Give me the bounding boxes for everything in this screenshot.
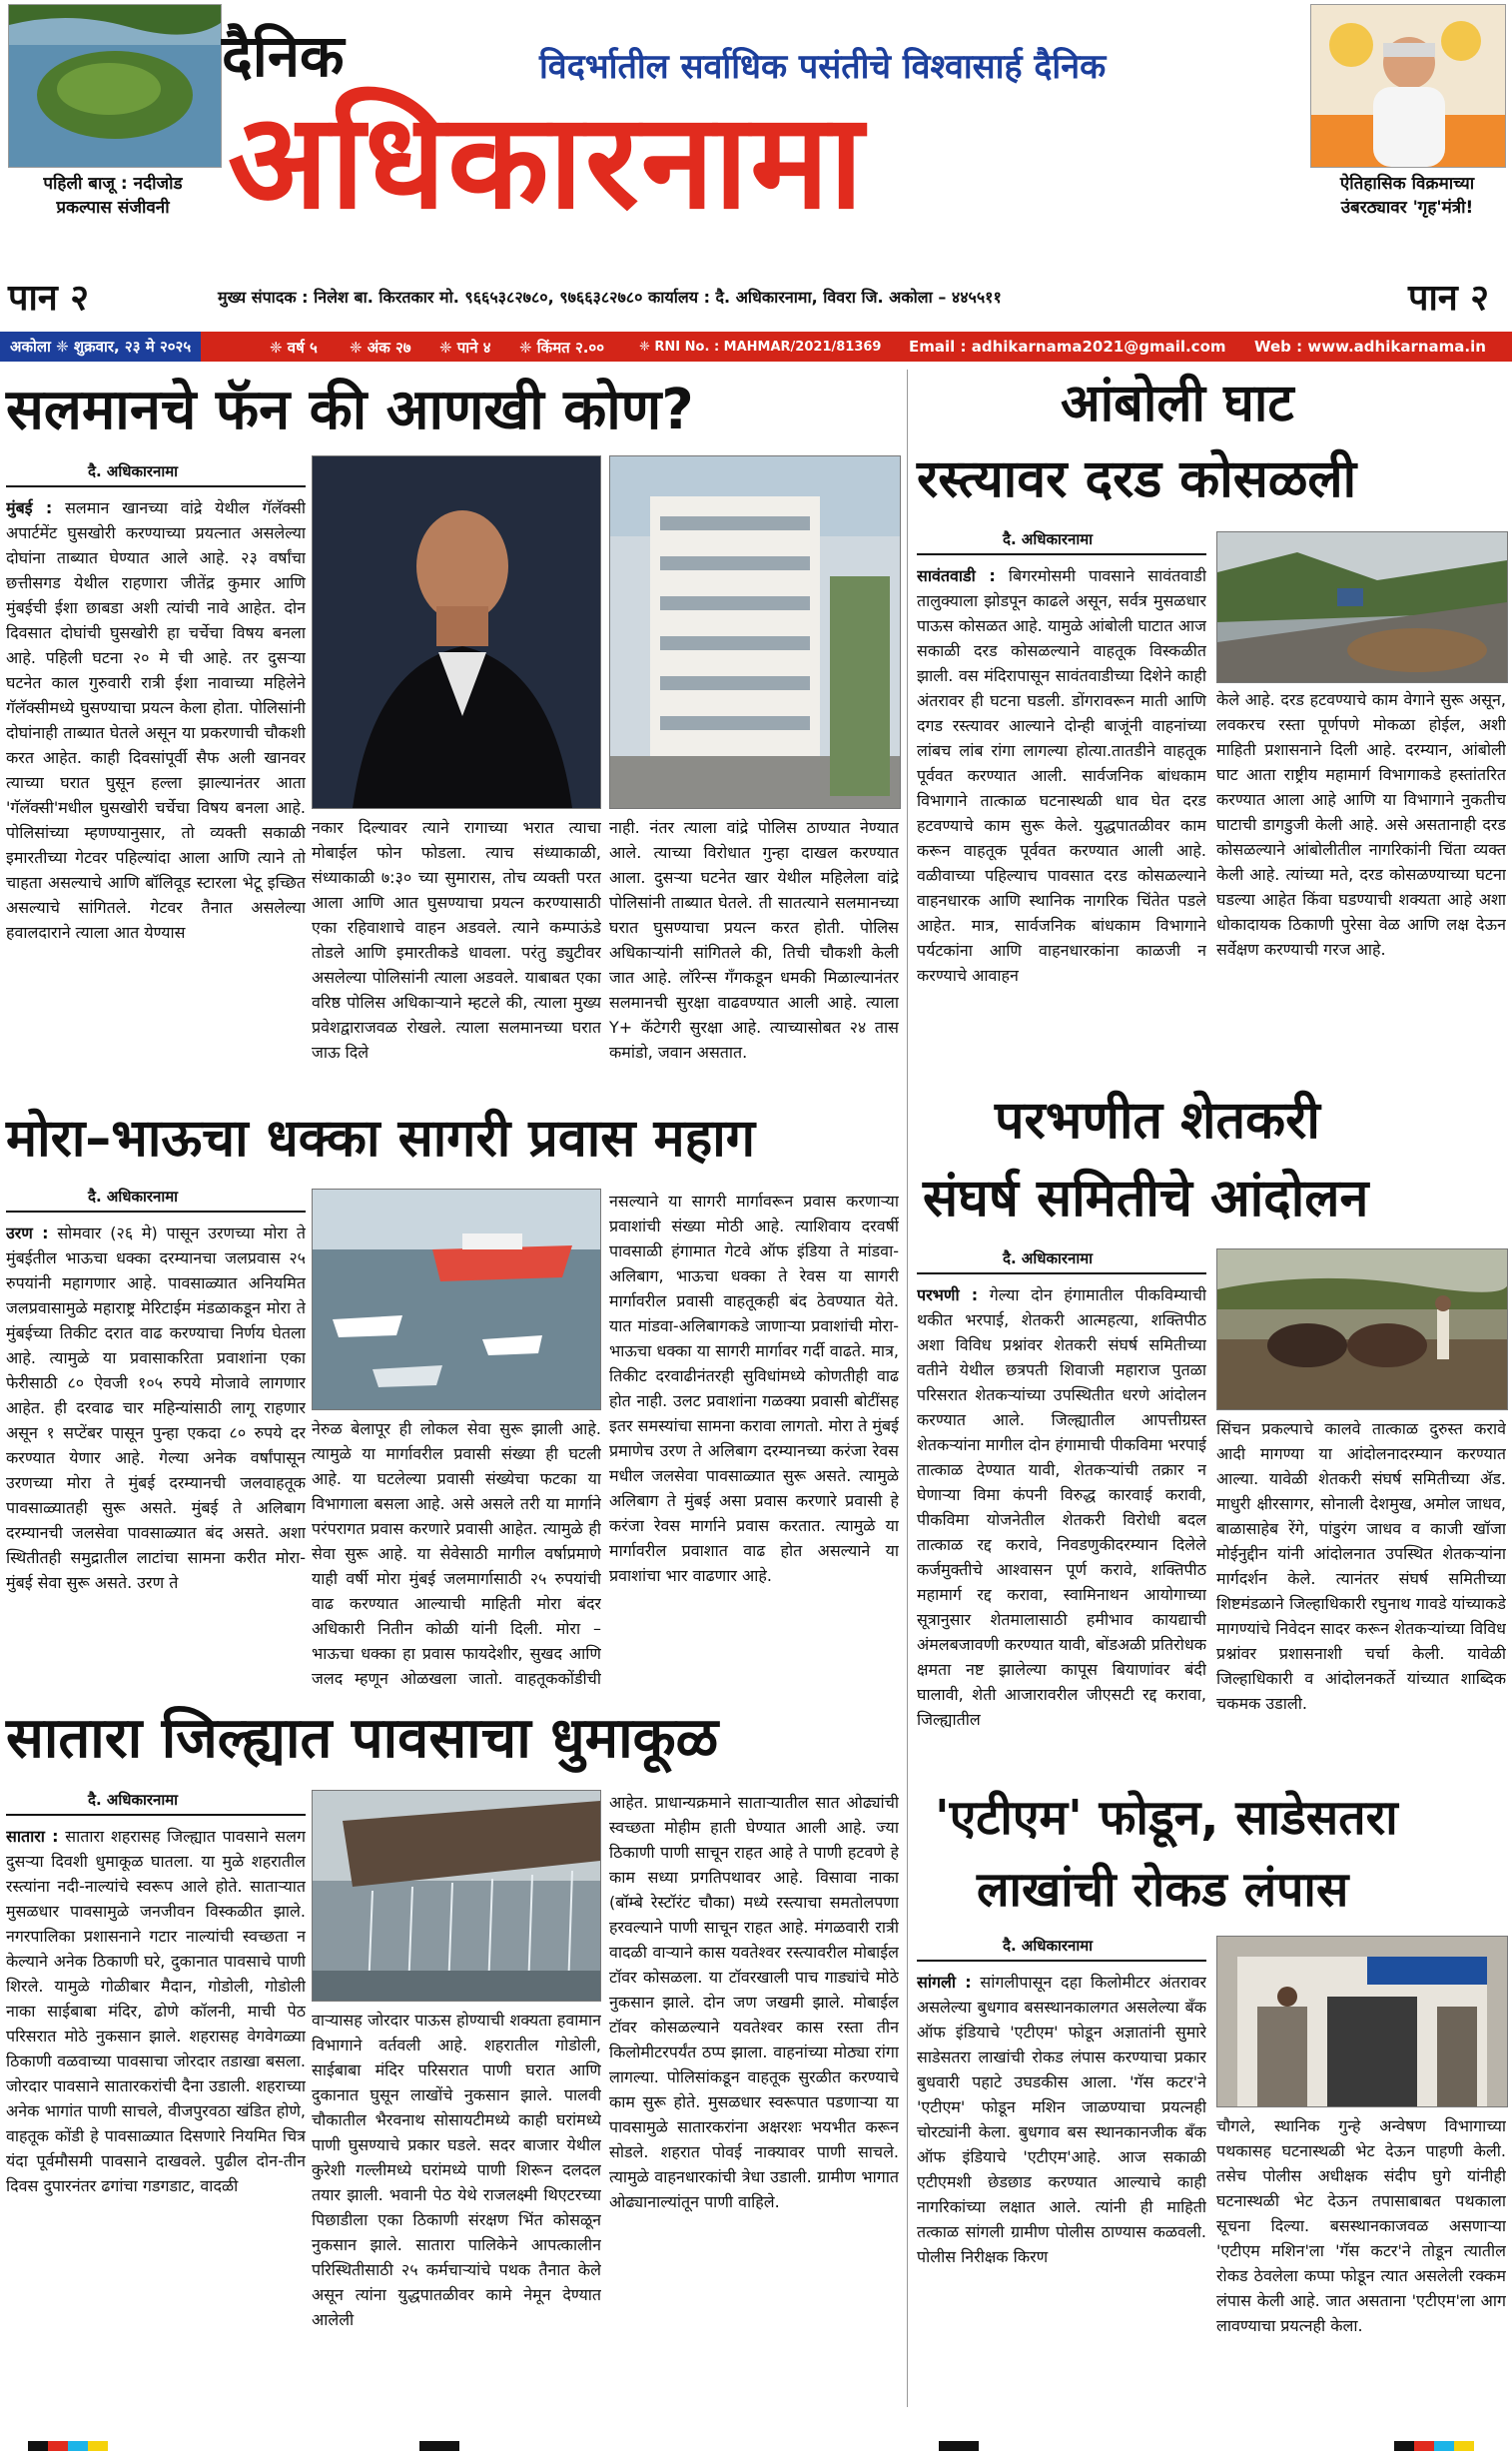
column-divider — [907, 370, 908, 2407]
article-column-1: उरण : सोमवार (२६ मे) पासून उरणच्या मोरा ते मुंबईतील भाऊचा धक्का दरम्यानचा जलप्रवास २५ रुपयांनी महागणार आहे. पावसाळ्यात अनियमित जलप्रवासामुळे महाराष्ट्र मेरिटाईम मंडळाकडून मोरा ते मुंबईच्या तिकीट दरात वाढ करण्याचा निर्णय घेतला आहे. त्यामुळे या प्रवासाकरिता प्रवाशांना एका फेरीसाठी ८० ऐवजी १०५ रुपये मोजावे लागणार आहेत. ही दरवाढ चार महिन्यांसाठी लागू राहणार असून १ सप्टेंबर पासून पुन्हा एकदा ८० रुपये दर करण्यात येणार आहे. गेल्या अनेक वर्षांपासून उरणच्या मोरा ते मुंबई दरम्यानची जलवाहतूक पावसाळ्यातही सुरू असते. मुंबई ते अलिबाग दरम्यानची जलसेवा पावसाळ्यात बंद असते. अशा स्थितीतही समुद्रातील लाटांचा सामना करीत मोरा-मुंबई सेवा सुरू असते. उरण ते — [6, 1224, 306, 1592]
landslide-photo[interactable] — [1216, 531, 1508, 683]
article-column-1: मुंबई : सलमान खानच्या वांद्रे येथील गॅलॅक्सी अपार्टमेंट घुसखोरी करण्याच्या प्रयत्नात असलेल्या दोघांना ताब्यात घेण्यात आले आहे. २३ वर्षांचा छत्तीसगड येथील राहणारा जीतेंद्र कुमार आणि मुंबईची ईशा छाबडा अशी त्यांची नावे आहेत. दोन दिवसात दोघांची घुसखोरी हा चर्चेचा विषय बनला आहे. पहिली घटना २० मे ची आहे. तर दुसऱ्या घटनेत काल गुरुवारी रात्री ईशा नावाच्या महिलेने गॅलॅक्सीमध्ये घुसण्याचा प्रयत्न केला होता. पोलिसांनी दोघांनाही ताब्यात घेतले असून या प्रकरणाची चौकशी करत आहेत. काही दिवसांपूर्वी सैफ अली खानवर त्याच्या घरात घुसून हल्ला झाल्यानंतर आता 'गॅलॅक्सी'मधील घुसखोरी चर्चेचा विषय बनला आहे. पोलिसांच्या म्हणण्यानुसार, तो व्यक्ती सकाळी इमारतीच्या गेटवर पहिल्यांदा आला आणि त्याने तो चाहता असल्याचे आणि बॉलिवूड स्टारला भेटू इच्छित असल्याचे सांगितले. गेटवर तैनात असलेल्या हवालदाराने त्याला आत येण्यास — [6, 498, 306, 942]
article-column-3: आहेत. प्राधान्यक्रमाने साताऱ्यातील सात ओढ्यांची स्वच्छता मोहीम हाती घेण्यात आली आहे. ज्या ठिकाणी पाणी साचून राहत आहे ते पाणी हटवणे हे काम सध्या प्रगतिपथावर आहे. विसावा नाका (बॉम्बे रेस्टॉरंट चौका) मध्ये रस्त्याचा समतोलपणा हरवल्याने पाणी साचून राहत आहे. मंगळवारी रात्री वादळी वाऱ्याने कास यवतेश्वर रस्त्यावरील मोबाईल टॉवर कोसळला. या टॉवरखाली पाच गाड्यांचे मोठे नुकसान झाले. दोन जण जखमी झाले. मोबाईल टॉवर कोसळल्याने यवतेश्वर कास रस्ता तीन किलोमीटरपर्यंत ठप्प झाला. वाहनांच्या मोठ्या रांगा लागल्या. पोलिसांकडून वाहतूक सुरळीत करण्याचे काम सुरू होते. मुसळधार स्वरूपात पडणाऱ्या या पावसामुळे सातारकरांना अक्षरशः भयभीत करून सोडले. शहरात पोवई नाक्यावर पाणी साचले. त्यामुळे वाहनधारकांची त्रेधा उडाली. ग्रामीण भागात ओढ्यानाल्यांतून पाणी वाहिले. — [609, 1793, 899, 2211]
issue-pages: ❈ पाने ४ — [439, 339, 491, 357]
page-number-right: पान २ — [1408, 278, 1490, 319]
article-column-1: सातारा : सातारा शहरासह जिल्ह्यात पावसाने सलग दुसऱ्या दिवशी धुमाकूळ घातला. या मुळे शहरातील रस्त्यांना नदी-नाल्यांचे स्वरूप आले होते. सातार्‍यात मुसळधार पावसामुळे जनजीवन विस्कळीत झाले. नगरपालिका प्रशासनाने गटार नाल्यांची स्वच्छता न केल्याने अनेक ठिकाणी घरे, दुकानात पावसाचे पाणी शिरले. यामुळे गोळीबार मैदान, गोडोली, गोडोली नाका साईबाबा मंदिर, ढोणे कॉलनी, माची पेठ परिसरात मोठे नुकसान झाले. शहरासह वेगवेगळ्या ठिकाणी वळवाच्या पावसाचा जोरदार तडाखा बसला. जोरदार पावसाने सातारकरांची दैना उडाली. शहराच्या अनेक भागांत पाणी साचले, वीजपुरवठा खंडित होणे, वाहतूक कोंडी हे पावसाळ्यात दिसणारे नियमित चित्र यंदा पूर्वमौसमी पावसाने दाखवले. पुढील दोन-तीन दिवस दुपारनंतर ढगांचा गडगडाट, वादळी — [6, 1827, 306, 2195]
brand-title: अधिकारनामा — [228, 84, 866, 239]
byline: दै. अधिकारनामा — [88, 1188, 179, 1206]
right-thumbnail-caption[interactable]: ऐतिहासिक विक्रमाच्या उंबरठ्यावर 'गृह'मंत्री! — [1339, 174, 1475, 218]
rain-photo[interactable] — [312, 1790, 601, 2002]
issue-year: ❈ वर्ष ५ — [270, 339, 318, 357]
byline-rule — [917, 553, 1206, 555]
salman-photo[interactable] — [312, 455, 601, 809]
left-thumbnail[interactable] — [8, 4, 222, 168]
article-column-1: परभणी : गेल्या दोन हंगामातील पीकविम्याची थकीत भरपाई, शेतकरी आत्महत्या, शक्तिपीठ अशा विविध प्रश्नांवर शेतकरी संघर्ष समितीच्या वतीने येथील छत्रपती शिवाजी महाराज पुतळा परिसरात शेतकऱ्यांच्या उपस्थितीत धरणे आंदोलन करण्यात आले. जिल्ह्यातील आपत्तीग्रस्त शेतकऱ्यांना मागील दोन हंगामाची पीकविमा भरपाई तात्काळ देण्यात यावी, शेतकऱ्यांची तक्रार न घेणाऱ्या विमा कंपनी विरुद्ध कारवाई करावी, पीकविमा योजनेतील शेतकरी विरोधी बदल तात्काळ रद्द करावे, निवडणुकीदरम्यान दिलेले कर्जमुक्तीचे आश्वासन पूर्ण करावे, शक्तिपीठ महामार्ग रद्द करावा, स्वामिनाथन आयोगाच्या सूत्रानुसार शेतमालासाठी हमीभाव कायद्याची अंमलबजावणी करण्यात यावी, बोंडअळी प्रतिरोधक क्षमता नष्ट झालेल्या कापूस बियाणांवर बंदी घालावी, शेती आजारावरील जीएसटी रद्द करावा, जिल्ह्यातील — [917, 1285, 1206, 1729]
contact-website[interactable]: Web : www.adhikarnama.in — [1254, 338, 1486, 356]
article-amboli — [913, 370, 1508, 1081]
article-column-2: नकार दिल्यावर त्याने रागाच्या भरात त्याचा मोबाईल फोन फोडला. त्याच संध्याकाळी, संध्याकाळी ७:३० च्या सुमारास, तोच व्यक्ती परत आला आणि आत घुसण्याचा प्रयत्न करण्यासाठी एका रहिवाशाचे वाहन अडवले. त्याने कम्पाऊंडे तोडले आणि इमारतीकडे धावला. परंतु ड्युटीवर असलेल्या पोलिसांनी त्याला अडवले. याबाबत एका वरिष्ठ पोलिस अधिकाऱ्याने म्हटले की, त्याला मुख्य प्रवेशद्वाराजवळ रोखले. त्याला सलमानच्या घरात जाऊ दिले — [312, 818, 601, 1062]
headline-line-2[interactable]: रस्त्यावर दरड कोसळली — [917, 449, 1357, 509]
byline: दै. अधिकारनामा — [1003, 1937, 1094, 1955]
article-column-2: वाऱ्यासह जोरदार पाऊस होण्याची शक्यता हवामान विभागाने वर्तवली आहे. शहरातील गोडोली, साईबाबा मंदिर परिसरात पाणी घरात आणि दुकानात घुसून लाखोंचे नुकसान झाले. पालवी चौकातील भैरवनाथ सोसायटीमध्ये काही घरांमध्ये पाणी घुसण्याचे प्रकार घडले. सदर बाजार येथील कुरेशी गल्लीमध्ये घरांमध्ये पाणी शिरून दलदल तयार झाली. भवानी पेठ येथे राजलक्ष्मी थिएटरच्या पिछाडीला एका ठिकाणी संरक्षण भिंत कोसळून नुकसान झाले. सातारा पालिकेने आपत्कालीन परिस्थितीसाठी २५ कर्मचाऱ्यांचे पथक तैनात केले असून त्यांना युद्धपातळीवर कामे नेमून देण्यात आलेली — [312, 2011, 601, 2329]
article-column-2: चौगले, स्थानिक गुन्हे अन्वेषण विभागाच्या पथकासह घटनास्थळी भेट देऊन पाहणी केली. तसेच पोलीस अधीक्षक संदीप घुगे यांनीही घटनास्थळी भेट देऊन तपासाबाबत पथकाला सूचना दिल्या. बसस्थानकाजवळ असणाऱ्या 'एटीएम मशिन'ला 'गॅस कटर'ने तोडून त्यातील रोकड ठेवलेला कप्पा फोडून त्यात असलेली रक्कम लंपास केली आहे. जात असताना 'एटीएम'ला आग लावण्याचा प्रयत्नही केला. — [1216, 2116, 1506, 2335]
issue-date: अकोला ❈ शुक्रवार, २३ मे २०२५ — [0, 332, 201, 362]
article-parbhani — [913, 1083, 1508, 1782]
byline-rule — [917, 1960, 1206, 1962]
island-photo — [9, 5, 221, 167]
byline-rule — [6, 485, 306, 487]
headline[interactable]: मोरा–भाऊचा धक्का सागरी प्रवास महाग — [6, 1109, 755, 1169]
masthead — [0, 0, 1512, 318]
article-column-2: सिंचन प्रकल्पाचे कालवे तात्काळ दुरुस्त करावे आदी मागण्या या आंदोलनादरम्यान करण्यात आल्या. यावेळी शेतकरी संघर्ष समितीच्या ॲड. माधुरी क्षीरसागर, सोनाली देशमुख, अमोल जाधव, बाळासाहेब रेंगे, पांडुरंग जाधव व काजी खॉजा मोईनुद्दीन यांनी आंदोलनात उपस्थित शेतकऱ्यांना मार्गदर्शन केले. त्यानंतर संघर्ष समितीच्या शिष्टमंडळाने जिल्हाधिकारी रघुनाथ गावडे यांच्याकडे मागण्यांचे निवेदन सादर करून शेतकऱ्यांच्या विविध प्रश्नांवर प्रशासनाशी चर्चा केली. यावेळी जिल्हाधिकारी व आंदोलनकर्ते यांच्यात शाब्दिक चकमक उडाली. — [1216, 1419, 1506, 1713]
left-thumbnail-caption[interactable]: पहिली बाजू : नदीजोड प्रकल्पास संजीवनी — [43, 174, 183, 218]
byline-rule — [6, 1814, 306, 1816]
headline-line-2[interactable]: लाखांची रोकड लंपास — [977, 1862, 1349, 1918]
page-number-left: पान २ — [8, 278, 90, 319]
brand-small: दैनिक — [222, 22, 345, 90]
byline: दै. अधिकारनामा — [88, 1791, 179, 1809]
article-column-2: केले आहे. दरड हटवण्याचे काम वेगाने सुरू असून, लवकरच रस्ता पूर्णपणे मोकळा होईल, अशी माहिती प्रशासनाने दिली आहे. दरम्यान, आंबोली घाट आता राष्ट्रीय महामार्ग विभागाकडे हस्तांतरित करण्यात आला आहे आणि या विभागाने नुकतीच घाटाची डागडुजी केली आहे. असे असतानाही दरड कोसळल्याने आंबोलीतील नागरिकांनी चिंता व्यक्त केली आहे. त्यांच्या मते, दरड कोसळण्याच्या घटना घडल्या आहेत किंवा घडण्याची शक्यता आहे अशा धोकादायक ठिकाणी पुरेसा वेळ आणि लक्ष देऊन सर्वेक्षण करण्याची गरज आहे. — [1216, 690, 1506, 959]
footer-color-marks — [0, 2433, 1512, 2455]
rni-number: ❈ RNI No. : MAHMAR/2021/81369 — [639, 340, 882, 355]
galaxy-apartment-photo[interactable] — [609, 455, 901, 809]
farmers-ploughing-photo[interactable] — [1216, 1248, 1508, 1410]
article-column-2: नेरुळ बेलापूर ही लोकल सेवा सुरू झाली आहे. त्यामुळे या मार्गावरील प्रवासी संख्या ही घटली आहे. या घटलेल्या प्रवासी संख्येचा फटका या विभागाला बसला आहे. असे असले तरी या मार्गाने परंपरागत प्रवास करणारे प्रवासी आहेत. त्यामुळे ही सेवा सुरू आहे. या सेवेसाठी मागील वर्षाप्रमाणे याही वर्षी मोरा मुंबई जलमार्गासाठी २५ रुपयांची वाढ करण्यात आल्याची माहिती मोरा बंदर अधिकारी नितीन कोळी यांनी दिली. मोरा – भाऊचा धक्का हा प्रवास फायदेशीर, सुखद आणि जलद म्हणून ओळखला जातो. वाहतूककोंडीची — [312, 1419, 601, 1688]
article-satara — [0, 1698, 905, 2403]
article-column-1: सावंतवाडी : बिगरमोसमी पावसाने सावंतवाडी तालुक्याला झोडपून काढले असून, सर्वत्र मुसळधार पाऊस कोसळत आहे. यामुळे आंबोली घाटात आज सकाळी दरड कोसळल्याने वाहतूक विस्कळीत झाली. वस मंदिरापासून सावंतवाडीच्या दिशेने काही अंतरावर ही घटना घडली. डोंगरावरून माती आणि दगड रस्त्यावर आल्याने दोन्ही बाजूंनी वाहनांच्या लांबच लांब रांगा लागल्या होत्या.तातडीने वाहतूक पूर्ववत करण्यात आली. सार्वजनिक बांधकाम विभागाने तात्काळ घटनास्थळी धाव घेत दरड हटवण्याचे काम सुरू केले. युद्धपातळीवर काम करून वाहतूक पूर्ववत करण्यात आली आहे. वळीवाच्या पहिल्याच पावसात दरड कोसळल्याने वाहनधारक आणि स्थानिक नागरिक चिंतेत पडले आहेत. मात्र, सार्वजनिक बांधकाम विभागाने पर्यटकांना आणि वाहनधारकांना काळजी न करण्याचे आवाहन — [917, 566, 1206, 985]
byline: दै. अधिकारनामा — [1003, 530, 1094, 548]
right-thumbnail[interactable] — [1310, 4, 1506, 168]
byline: दै. अधिकारनामा — [88, 462, 179, 480]
article-column-3: नसल्याने या सागरी मार्गावरून प्रवास करणाऱ्या प्रवाशांची संख्या मोठी आहे. त्याशिवाय दरवर्षी पावसाळी हंगामात गेटवे ऑफ इंडिया ते मांडवा-अलिबाग, भाऊचा धक्का ते रेवस या सागरी मार्गावरील प्रवासी वाहतूकही बंद ठेवण्यात येते. यात मांडवा-अलिबागकडे जाणाऱ्या प्रवाशांची मोरा-भाऊचा धक्का या सागरी मार्गावर गर्दी वाढते. मात्र, तिकीट दरवाढीनंतरही सुविधांमध्ये कोणतीही वाढ होत नाही. उलट प्रवाशांना गळक्या प्रवासी बोटींसह इतर समस्यांचा सामना करावा लागतो. मोरा ते मुंबई प्रमाणेच उरण ते अलिबाग दरम्यानच्या करंजा रेवस मधील जलसेवा पावसाळ्यात सुरू असते. त्यामुळे अलिबाग ते मुंबई असा प्रवास करणारे प्रवासी हे करंजा रेवस मार्गाने प्रवास करतात. त्यामुळे या मार्गावरील प्रवाशात वाढ होत असल्याने या प्रवाशांचा भार वाढणार आहे. — [609, 1192, 899, 1585]
headline-line-1[interactable]: 'एटीएम' फोडून, साडेसतरा — [935, 1790, 1398, 1846]
article-salman — [0, 370, 905, 1081]
headline[interactable]: सलमानचे फॅन की आणखी कोण? — [6, 378, 694, 442]
contact-email[interactable]: Email : adhikarnama2021@gmail.com — [909, 338, 1226, 356]
byline-rule — [6, 1211, 306, 1213]
atm-booth-photo[interactable] — [1216, 1936, 1508, 2107]
headline-line-2[interactable]: संघर्ष समितीचे आंदोलन — [923, 1169, 1369, 1229]
byline-rule — [917, 1272, 1206, 1274]
headline[interactable]: सातारा जिल्ह्यात पावसाचा धुमाकूळ — [6, 1706, 719, 1771]
tagline: विदर्भातील सर्वाधिक पसंतीचे विश्वासार्ह दैनिक — [539, 47, 1107, 87]
issue-strip — [0, 332, 1512, 362]
speaker-photo — [1311, 5, 1505, 167]
issue-price: ❈ किंमत २.०० — [519, 339, 605, 357]
headline-line-1[interactable]: आंबोली घाट — [1061, 374, 1294, 433]
byline: दै. अधिकारनामा — [1003, 1249, 1094, 1267]
article-mora — [0, 1083, 905, 1696]
ferry-photo[interactable] — [312, 1189, 601, 1410]
article-column-3: नाही. नंतर त्याला वांद्रे पोलिस ठाण्यात नेण्यात आले. त्याच्या विरोधात गुन्हा दाखल करण्यात आला. दुसऱ्या घटनेत खार येथील महिलेला वांद्रे पोलिसांनी ताब्यात घेतले. ती सातत्याने सलमानच्या घरात घुसण्याचा प्रयत्न करत होती. पोलिस अधिकाऱ्यांनी सांगितले की, तिची चौकशी केली जात आहे. लॉरेन्स गँगकडून धमकी मिळाल्यानंतर सलमानची सुरक्षा वाढवण्यात आली आहे. त्याला Y+ कॅटेगरी सुरक्षा आहे. त्याच्यासोबत २४ तास कमांडो, जवान असतात. — [609, 818, 899, 1062]
article-column-1: सांगली : सांगलीपासून दहा किलोमीटर अंतरावर असलेल्या बुधगाव बसस्थानकालगत असलेल्या बँक ऑफ इंडियाचे 'एटीएम' फोडून अज्ञातांनी सुमारे साडेसतरा लाखांची रोकड लंपास करण्याचा प्रकार बुधवारी पहाटे उघडकीस आला. 'गॅस कटर'ने 'एटीएम' फोडून मशिन जाळण्याचा प्रयत्नही चोरट्यांनी केला. बुधगाव बस स्थानकानजीक बँक ऑफ इंडियाचे 'एटीएम'आहे. आज सकाळी एटीएमशी छेडछाड करण्यात आल्याचे काही नागरिकांच्या लक्षात आले. त्यांनी ही माहिती तत्काळ सांगली ग्रामीण पोलीस ठाण्यास कळवली. पोलीस निरीक्षक किरण — [917, 1973, 1206, 2266]
article-atm — [913, 1784, 1508, 2403]
headline-line-1[interactable]: परभणीत शेतकरी — [995, 1091, 1320, 1151]
issue-number: ❈ अंक २७ — [350, 339, 411, 357]
editor-line: मुख्य संपादक : निलेश बा. किरतकार मो. ९६६५३८२७८०, ९७६६३८२७८० कार्यालय : दै. अधिकारनामा, विवरा जि. अकोला – ४४५५११ — [218, 288, 1002, 307]
